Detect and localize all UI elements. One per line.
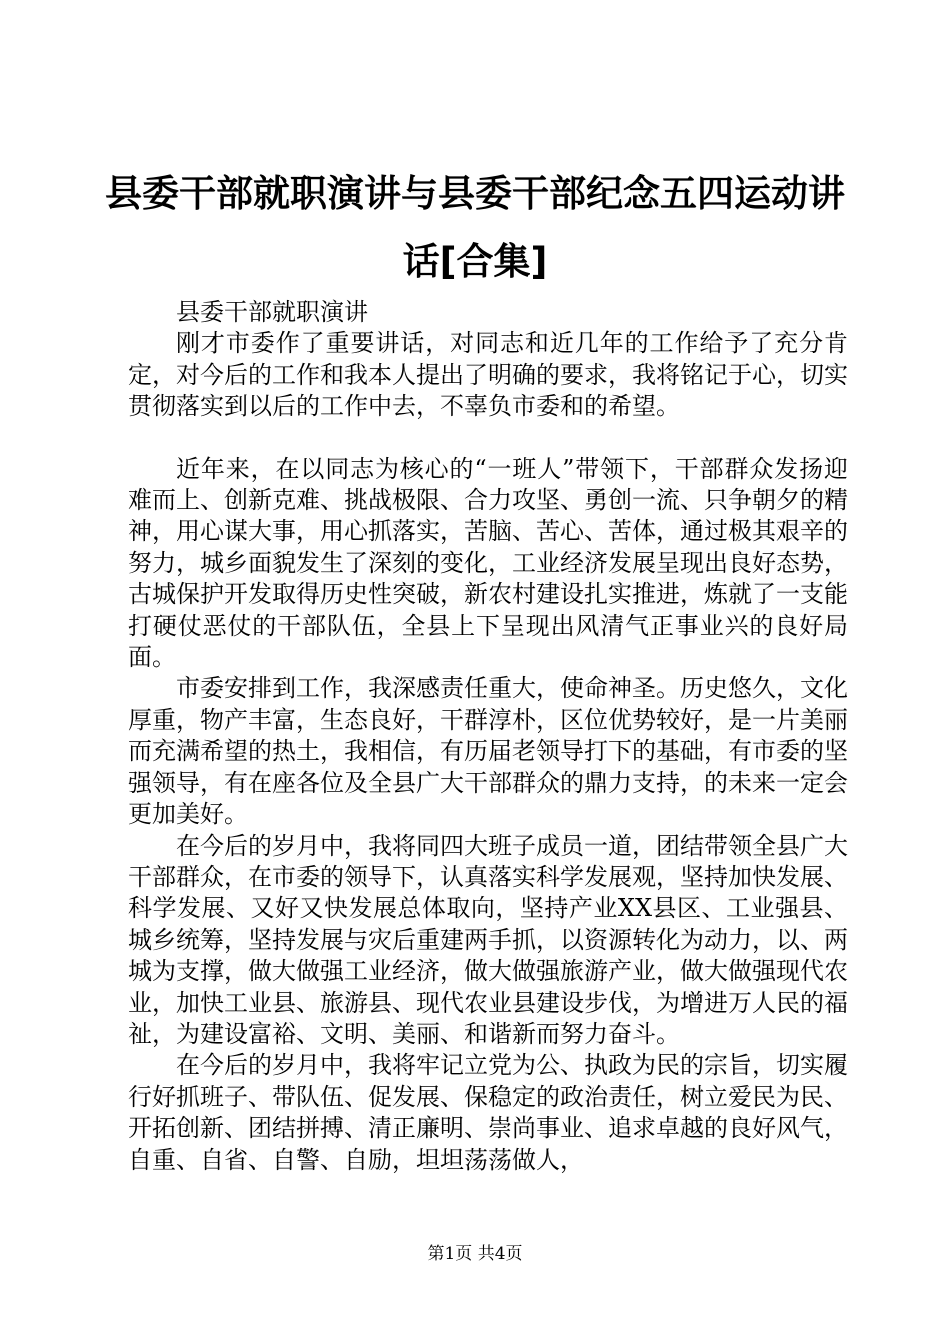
- page-footer: [0, 1244, 950, 1264]
- title-line-1: 县委干部就职演讲与县委干部纪念五四运动讲: [105, 172, 845, 215]
- section-heading: 县委干部就职演讲: [176, 298, 368, 326]
- document-body: [128, 297, 848, 1176]
- document-title: [0, 160, 950, 296]
- title-line-2: 话[合集]: [402, 240, 548, 283]
- paragraph: 在今后的岁月中，我将同四大班子成员一道，团结带领全县广大干部群众，在市委的领导下，认真落实科学发展观，坚持加快发展、科学发展、又好又快发展总体取向，坚持产业XX县区、工业强县、城乡统筹，坚持发展与灾后重建两手抓，以资源转化为动力，以、两城为支撑，做大做强工业经济，做大做强旅游产业，做大做强现代农业，加快工业县、旅游县、现代农业县建设步伐，为增进万人民的福祉，为建设富裕、文明、美丽、和谐新而努力奋斗。: [128, 831, 848, 1048]
- paragraph: 近年来，在以同志为核心的“一班人”带领下，干部群众发扬迎难而上、创新克难、挑战极限、合力攻坚、勇创一流、只争朝夕的精神，用心谋大事，用心抓落实，苦脑、苦心、苦体，通过极其艰辛的努力，城乡面貌发生了深刻的变化，工业经济发展呈现出良好态势，古城保护开发取得历史性突破，新农村建设扎实推进，炼就了一支能打硬仗恶仗的干部队伍，全县上下呈现出风清气正事业兴的良好局面。: [128, 454, 848, 672]
- paragraph: 刚才市委作了重要讲话，对同志和近几年的工作给予了充分肯定，对今后的工作和我本人提出了明确的要求，我将铭记于心，切实贯彻落实到以后的工作中去，不辜负市委和的希望。: [128, 329, 848, 421]
- page-number: 第1页 共4页: [427, 1244, 523, 1264]
- paragraph: 在今后的岁月中，我将牢记立党为公、执政为民的宗旨，切实履行好抓班子、带队伍、促发展、保稳定的政治责任，树立爱民为民、开拓创新、团结拼搏、清正廉明、崇尚事业、追求卓越的良好风气，自重、自省、自警、自励，坦坦荡荡做人，: [128, 1051, 848, 1174]
- paragraph: 市委安排到工作，我深感责任重大，使命神圣。历史悠久，文化厚重，物产丰富，生态良好，干群淳朴，区位优势较好，是一片美丽而充满希望的热土，我相信，有历届老领导打下的基础，有市委的坚强领导，有在座各位及全县广大干部群众的鼎力支持，的未来一定会更加美好。: [128, 674, 848, 829]
